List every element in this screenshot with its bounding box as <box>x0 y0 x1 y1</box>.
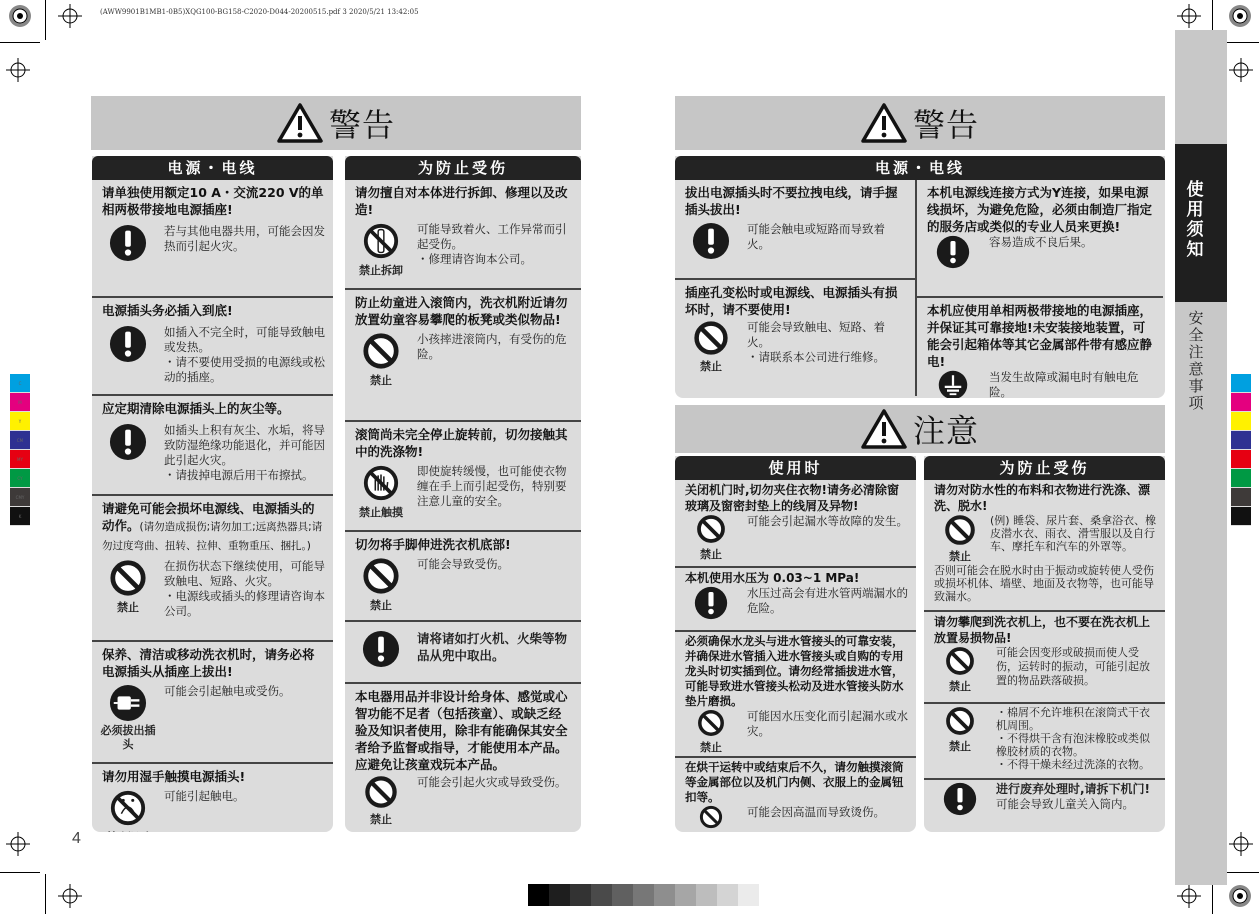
prohibit-icon <box>945 646 975 676</box>
warning-title-band <box>675 96 1165 150</box>
injury-prevention-column <box>345 156 581 832</box>
crosshair-icon <box>1229 58 1253 82</box>
caution-item: 请勿对防水性的布料和衣物进行洗涤、漂洗、脱水! 禁止 (例) 睡袋、尿片套、桑拿浴衣、橡皮潜水衣、雨衣、滑雪服以及自行车、摩托车和汽车的外罩等。 否则可能会在脱水时由于振动或旋转使人受伤或损坏机体、墙壁、地面及衣物等，也可能导致漏水。 <box>924 480 1165 612</box>
warning-item: 本机电源线连接方式为Y连接，如果电源线损坏，为避免危险，必须由制造厂指定的服务店或类似的专业人员来更换! 容易造成不良后果。 <box>917 180 1163 298</box>
warning-triangle-icon <box>277 103 323 143</box>
caution-item: 本机使用水压为 0.03~1 MPa! 水压过高会有进水管两端漏水的危险。 <box>675 568 916 632</box>
column-heading: 使用时 <box>675 456 916 480</box>
side-tab-section: 使用须知 <box>1186 180 1204 260</box>
injury-prevention-column <box>924 456 1165 832</box>
prohibit-icon <box>362 332 400 370</box>
prohibit-icon <box>362 557 400 595</box>
warning-item: 滚筒尚未完全停止旋转前，切勿接触其中的洗涤物! 禁止触摸 即使旋转缓慢，也可能使衣物缠在手上而引起受伤，特别要注意儿童的安全。 <box>345 422 581 532</box>
side-tab-subsection: 安全注意事项 <box>1188 309 1204 412</box>
column-heading: 为防止受伤 <box>924 456 1165 480</box>
warning-title: 警告 <box>328 106 395 144</box>
warning-item: 应定期清除电源插头上的灰尘等。 如插头上积有灰尘、水垢，将导致防湿绝缘功能退化，并可能因此引起火灾。 ・请拔掉电源后用干布擦拭。 <box>92 396 333 496</box>
cal-black: K <box>10 507 30 526</box>
power-cord-column <box>92 156 333 832</box>
crosshair-icon <box>58 4 82 28</box>
prohibit-icon <box>693 320 729 356</box>
warning-item: 请将诸如打火机、火柴等物品从兜中取出。 <box>345 622 581 684</box>
exclamation-icon <box>685 586 737 620</box>
caution-item: 必须确保水龙头与进水管接头的可靠安装，并确保进水管插入进水管接头或自购的专用龙头时切实插到位。请勿经常插拔进水管，可能导致进水管接头松动及进水管接头防水垫片磨损。 禁止 可能因水压变化而引起漏水或水灾。 <box>675 632 916 758</box>
cal-green: CY <box>10 469 30 488</box>
crosshair-icon <box>1177 4 1201 28</box>
warning-triangle-icon <box>861 103 907 143</box>
registration-wheel-icon <box>8 4 32 28</box>
warning-item: 电源插头务必插入到底! 如插入不完全时，可能导致触电或发热。 ・请不要使用受损的电源线或松动的插座。 <box>92 298 333 396</box>
caution-item: 禁止 ・棉屑不允许堆积在滚筒式干衣机周围。 ・不得烘干含有泡沫橡胶或类似橡胶材质的衣物。 ・不得干燥未经过洗涤的衣物。 <box>924 704 1165 780</box>
exclamation-icon <box>685 222 737 260</box>
gray-scale-bar <box>528 884 759 906</box>
warning-item: 切勿将手脚伸进洗衣机底部! 禁止 可能会导致受伤。 <box>345 532 581 622</box>
prohibit-icon <box>109 559 147 597</box>
warning-item: 本电器用品并非设计给身体、感觉或心智功能不足者（包括孩童）、或缺乏经验及知识者使用，除非有能确保其安全者给予监督或指导，才能使用本产品。应避免让孩童戏玩本产品。 禁止 可能会引起火灾或导致受伤。 <box>355 689 568 826</box>
prohibit-icon <box>696 514 726 544</box>
warning-item: 请单独使用额定10 A・交流220 V的单相两极带接地电源插座! 若与其他电器共用，可能会因发热而引起火灾。 <box>92 180 333 298</box>
crop-line <box>0 42 40 43</box>
exclamation-icon <box>927 235 979 269</box>
cal-cyan: C <box>10 374 30 393</box>
cal-cmy: CMY <box>10 488 30 507</box>
column-heading: 电源・电线 <box>675 156 1165 180</box>
warning-item: 保养、清洁或移动洗衣机时，请务必将电源插头从插座上拔出! 必须拔出插头 可能会引起触电或受伤。 <box>92 642 333 764</box>
power-left-column <box>675 180 917 396</box>
warning-item: 防止幼童进入滚筒内，洗衣机附近请勿放置幼童容易攀爬的板凳或类似物品! 禁止 小孩摔进滚筒内，有受伤的危险。 <box>345 290 581 422</box>
power-cord-panel <box>675 156 1165 398</box>
prohibit-icon <box>944 514 976 546</box>
warning-item: 请避免可能会损坏电源线、电源插头的动作。(请勿造成损伤;请勿加工;远离热器具;请勿过度弯曲、扭转、拉伸、重物重压、捆扎。) 禁止 在损伤状态下继续使用，可能导致触电、短路、火灾。 ・电源线或插头的修理请咨询本公司。 <box>92 496 333 642</box>
warning-item: 请勿用湿手触摸电源插头! 可能引起触电。 <box>92 764 333 832</box>
warning-title-band <box>91 96 581 150</box>
crosshair-icon <box>1229 832 1253 856</box>
crosshair-icon <box>6 58 30 82</box>
caution-title-band <box>675 405 1165 453</box>
registration-wheel-icon <box>1228 4 1252 28</box>
exclamation-icon <box>102 423 154 461</box>
caution-item: 关闭机门时,切勿夹住衣物!请务必清除窗玻璃及窗密封垫上的线屑及异物! 禁止 可能会引起漏水等故障的发生。 <box>675 480 916 568</box>
cal-blue: CM <box>10 431 30 450</box>
power-right-column <box>917 180 1163 396</box>
warning-item: 请勿擅自对本体进行拆卸、修理以及改造! 禁止拆卸 可能导致着火、工作异常而引起受伤。 ・修理请咨询本公司。 <box>345 180 581 290</box>
caution-title: 注意 <box>912 412 979 450</box>
prohibit-icon <box>945 706 975 736</box>
exclamation-icon <box>934 782 986 816</box>
prohibit-icon <box>364 775 398 809</box>
warning-item: 插座孔变松时或电源线、电源插头有损坏时，请不要使用! 禁止 可能会导致触电、短路、着火。 ・请联系本公司进行维修。 <box>685 285 898 373</box>
color-calibration-strip <box>10 374 30 526</box>
warning-triangle-icon <box>861 409 907 449</box>
column-heading: 为防止受伤 <box>345 156 581 180</box>
crop-line <box>45 874 46 914</box>
page-number: 4 <box>72 830 81 847</box>
crosshair-icon <box>6 832 30 856</box>
warning-title: 警告 <box>912 106 979 144</box>
caution-item: 进行废弃处理时,请拆下机门! 可能会导致儿童关入筒内。 <box>924 780 1165 830</box>
cal-red: MY <box>10 450 30 469</box>
column-heading: 电源・电线 <box>92 156 333 180</box>
no-wet-hands-icon <box>109 789 147 827</box>
exclamation-icon <box>355 630 407 668</box>
prohibit-icon <box>697 709 725 737</box>
registration-wheel-icon <box>1228 884 1252 908</box>
prohibit-icon <box>699 805 723 829</box>
caution-item: 在烘干运转中或结束后不久，请勿触摸滚筒等金属部位以及机门内侧、衣服上的金属钮扣等。 可能会因高温而导致烫伤。 <box>675 758 916 832</box>
crop-line <box>45 0 46 40</box>
cal-yellow: Y <box>10 412 30 431</box>
crop-line <box>0 872 40 873</box>
no-touch-icon <box>362 464 400 502</box>
caution-item: 请勿攀爬到洗衣机上，也不要在洗衣机上放置易损物品! 禁止 可能会因变形或破损而使人受伤，运转时的振动，可能引起放置的物品跌落破损。 <box>924 612 1165 704</box>
color-calibration-strip <box>1231 374 1251 526</box>
cal-magenta: M <box>10 393 30 412</box>
crosshair-icon <box>1177 884 1201 908</box>
exclamation-icon <box>102 224 154 262</box>
usage-column <box>675 456 916 832</box>
no-disassembly-icon <box>362 222 400 260</box>
warning-item: 拔出电源插头时不要拉拽电线，请手握插头拔出! 可能会触电或短路而导致着火。 <box>675 180 915 280</box>
exclamation-icon <box>102 325 154 363</box>
warning-item: 本机应使用单相两极带接地的电源插座，并保证其可靠接地!未安装接地装置，可能会引起箱体等其它金属部件带有感应静电! 当发生故障或漏电时有触电危险。 <box>927 303 1153 398</box>
crosshair-icon <box>58 884 82 908</box>
unplug-icon <box>109 684 147 722</box>
print-header: (AWW9901B1MB1-0B5)XQG100-BG158-C2020-D044-20200515.pdf 3 2020/5/21 13:42:05 <box>100 8 419 16</box>
ground-icon <box>938 370 968 398</box>
